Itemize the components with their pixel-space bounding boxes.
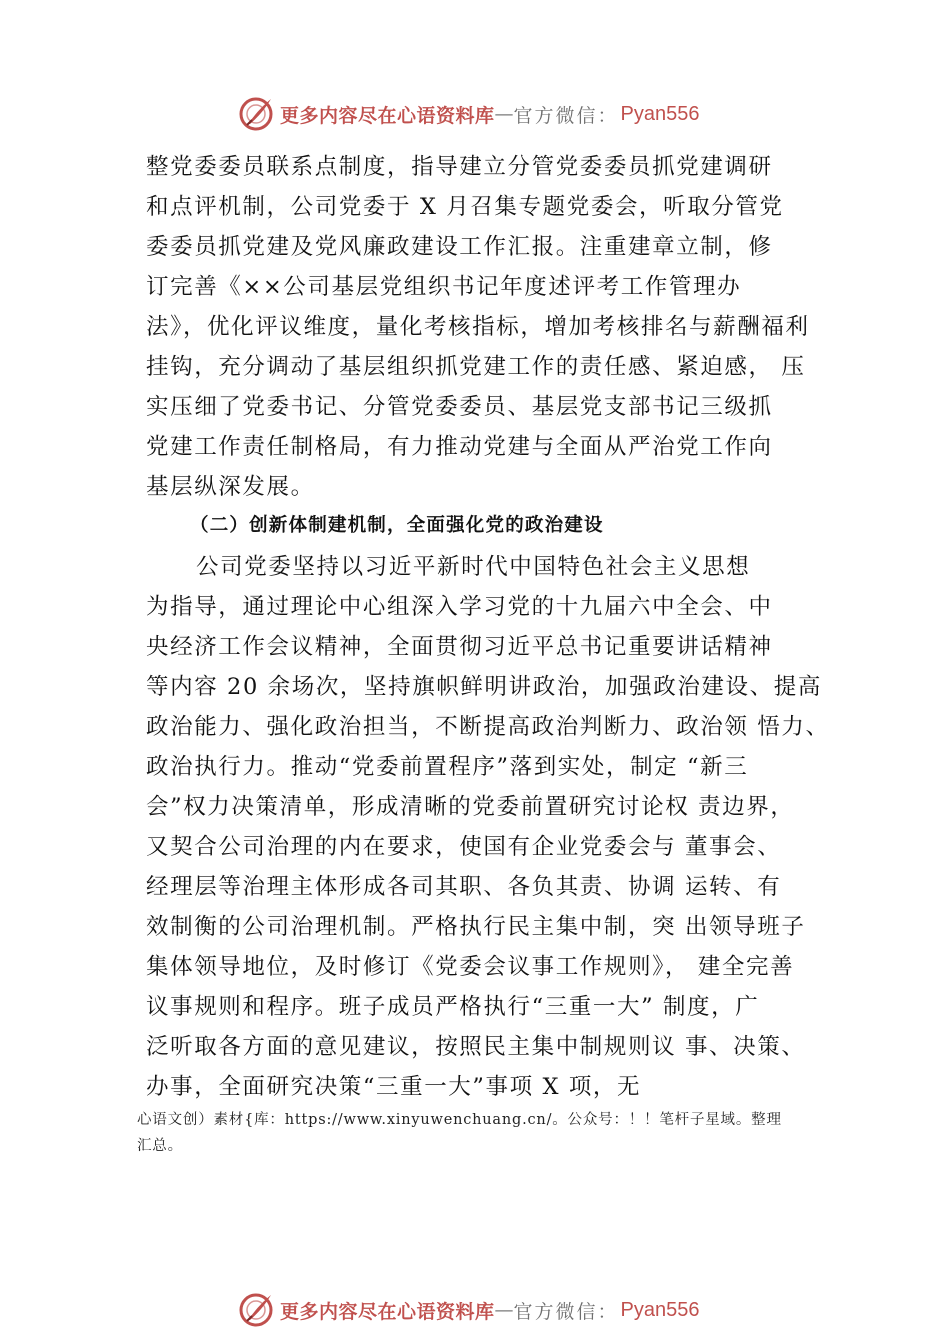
banner-handle: Pyan556 xyxy=(620,1298,700,1321)
banner-separator: — xyxy=(494,1299,514,1321)
banner-label: 官方微信： xyxy=(513,104,619,127)
body-line: 法》，优化评议维度，量化考核指标，增加考核排名与薪酬福利 xyxy=(146,314,810,340)
body-line: 和点评机制，公司党委于 X 月召集专题党委会，听取分管党 xyxy=(146,194,784,220)
footer-banner xyxy=(238,1290,700,1330)
body-line: 办事，全面研究决策“三重一大”事项 X 项，无 xyxy=(146,1074,642,1100)
body-line: 集体领导地位，及时修订《党委会议事工作规则》， 建全完善 xyxy=(146,954,795,980)
body-line: 会”权力决策清单，形成清晰的党委前置研究讨论权 责边界， xyxy=(146,794,795,820)
footnote-line: 汇总。 xyxy=(137,1138,183,1154)
body-line: 效制衡的公司治理机制。严格执行民主集中制，突 出领导班子 xyxy=(146,914,806,940)
quill-circle-logo-icon xyxy=(238,1292,274,1328)
body-line: 等内容 20 余场次，坚持旗帜鲜明讲政治，加强政治建设、提高 xyxy=(146,674,822,700)
banner-separator: — xyxy=(494,103,514,125)
body-line: 实压细了党委书记、分管党委委员、基层党支部书记三级抓 xyxy=(146,394,773,420)
quill-circle-logo-icon xyxy=(238,96,274,132)
body-line: 经理层等治理主体形成各司其职、各负其责、协调 运转、有 xyxy=(146,874,782,900)
body-line: 基层纵深发展。 xyxy=(146,474,315,500)
body-line: 政治执行力。推动“党委前置程序”落到实处，制定 “新三 xyxy=(146,754,749,780)
footnote-line: 心语文创）素材{库：https://www.xinyuwenchuang.cn/。公众号：！！笔杆子星域。整理 xyxy=(137,1112,782,1128)
banner-label: 官方微信： xyxy=(513,1300,619,1323)
section-heading: （二）创新体制建机制，全面强化党的政治建设 xyxy=(190,515,604,536)
body-line: 订完善《××公司基层党组织书记年度述评考工作管理办 xyxy=(146,274,742,300)
body-line: 党建工作责任制格局，有力推动党建与全面从严治党工作向 xyxy=(146,434,773,460)
header-banner xyxy=(238,94,700,134)
body-line: 整党委委员联系点制度，指导建立分管党委委员抓党建调研 xyxy=(146,154,773,180)
banner-handle: Pyan556 xyxy=(620,102,700,125)
body-line: 挂钩，充分调动了基层组织抓党建工作的责任感、紧迫感， 压 xyxy=(146,354,806,380)
body-line: 议事规则和程序。班子成员严格执行“三重一大” 制度，广 xyxy=(146,994,760,1020)
body-line: 为指导，通过理论中心组深入学习党的十九届六中全会、中 xyxy=(146,594,773,620)
body-line: 委委员抓党建及党风廉政建设工作汇报。注重建章立制，修 xyxy=(146,234,773,260)
body-line: 央经济工作会议精神，全面贯彻习近平总书记重要讲话精神 xyxy=(146,634,773,660)
body-line: 政治能力、强化政治担当，不断提高政治判断力、政治领 悟力、 xyxy=(146,714,830,740)
banner-brand-text: 更多内容尽在心语资料库 xyxy=(280,1300,495,1323)
banner-brand-text: 更多内容尽在心语资料库 xyxy=(280,104,495,127)
body-line: 又契合公司治理的内在要求，使国有企业党委会与 董事会、 xyxy=(146,834,782,860)
body-line: 泛听取各方面的意见建议，按照民主集中制规则议 事、决策、 xyxy=(146,1034,806,1060)
body-line: 公司党委坚持以习近平新时代中国特色社会主义思想 xyxy=(196,554,751,580)
